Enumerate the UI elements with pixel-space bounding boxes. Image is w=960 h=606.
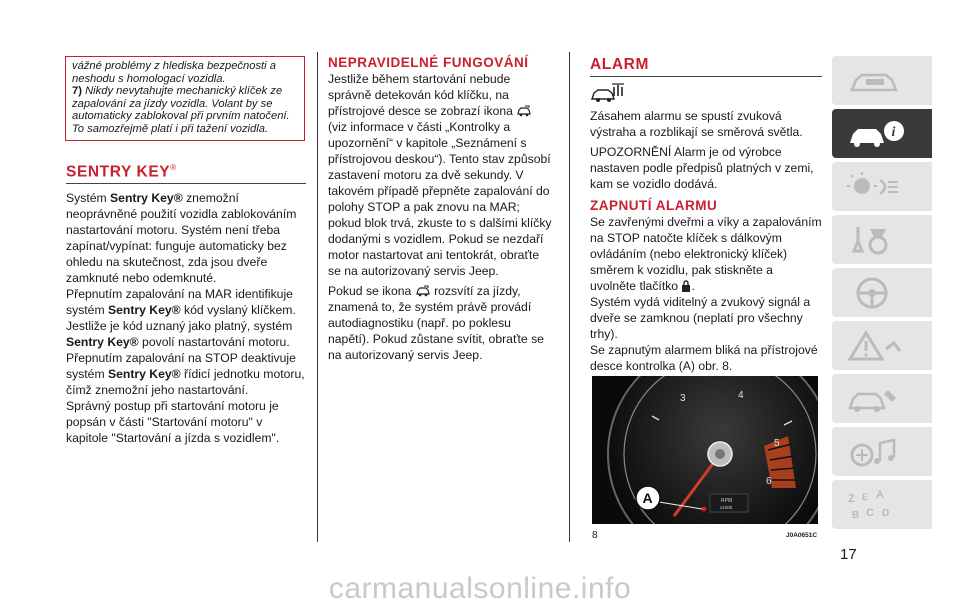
lock-icon (681, 280, 691, 292)
malfunction-heading: NEPRAVIDELNÉ FUNGOVÁNÍ (328, 55, 529, 70)
alarm-heading: ALARM (590, 56, 649, 73)
figure-code: J0A0651C (786, 532, 818, 539)
callout-label-a: A (642, 490, 653, 506)
warning-text-2 (72, 85, 298, 135)
column-divider-1 (317, 52, 318, 542)
alarm-paragraph-2: UPOZORNĚNÍ Alarm je od výrobce nastaven podle předpisů platných v zemi, kam se vozidlo dodává. (590, 145, 814, 191)
lights-icon (846, 170, 906, 204)
warning-number: 7) (72, 85, 82, 98)
tools-icon (846, 223, 906, 257)
alarm-car-icon (590, 83, 630, 103)
alarm-paragraph-5: Se zapnutým alarmem bliká na přístrojové desce kontrolka (A) obr. 8. (590, 343, 818, 373)
gauge-x1000-label: x1000 (720, 505, 733, 510)
warning-body: Nikdy nevytahujte mechanický klíček ze zapalování za jízdy vozidla. Volant by se automaticky zablokoval při prvním natočení. To samozřejmě platí i při tažení vozidla. (72, 85, 290, 135)
immobilizer-car-icon (415, 285, 431, 297)
alarm-paragraph-3: Se zavřenými dveřmi a víky a zapalováním na STOP natočte klíček s dálkovým ovládáním (nebo elektronický klíček) směrem k vozidlu, pak stiskněte a uvolněte tlačítko . (590, 215, 822, 293)
page-number: 17 (840, 546, 857, 563)
alarm-paragraph-4: Systém vydá viditelný a zvukový signál a dveře se zamknou (neplatí pro všechny trhy). (590, 295, 811, 341)
alarm-paragraph-1: Zásahem alarmu se spustí zvuková výstraha a rozblikají se směrová světla. (590, 109, 803, 139)
tab-lights[interactable] (832, 162, 932, 211)
section-heading-sentry (66, 163, 306, 184)
malfunction-paragraph-1: Jestliže během startování nebude správně detekován kód klíčku, na přístrojové desce se zobrazí ikona (viz informace v části „Kontrolky a upozornění“ v kapitole „Seznámení s přístrojovou deskou“). Tento stav způsobí zastavení motoru za dvě sekundy. V takovém případě přepněte zapalování do polohy STOP a pak znovu na MAR; pokud blok trvá, zkuste to s dalšími klíčky dodanými s vozidlem. Pokud se nezdaří motor nastartovat ani tentokrát, obraťte se na autorizovaný servis Jeep. (328, 72, 552, 278)
media-icon (846, 435, 906, 469)
cluster-illustration (592, 376, 818, 524)
column-sentry-key (66, 56, 306, 446)
sentry-paragraph-3: Přepnutím zapalování na STOP deaktivuje systém Sentry Key® řídicí jednotku motoru, čímž znemožní jeho nastartování. (66, 350, 305, 397)
chapter-sidebar (832, 56, 932, 533)
alarm-on-heading: ZAPNUTÍ ALARMU (590, 198, 718, 213)
tab-tools[interactable] (832, 215, 932, 264)
column-malfunction (328, 52, 554, 363)
warning-text-1: vážné problémy z hlediska bezpečnosti a neshodu s homologací vozidla. (72, 60, 276, 85)
car-dashboard-icon (846, 64, 906, 98)
warning-box (65, 56, 305, 141)
warning-triangle-icon (846, 329, 906, 363)
gauge-label-4: 4 (738, 390, 744, 401)
gauge-label-5: 5 (774, 438, 780, 449)
gauge-label-3: 3 (680, 393, 686, 404)
svg-text:B: B (852, 510, 860, 521)
tab-warnings[interactable] (832, 321, 932, 370)
column-divider-2 (569, 52, 570, 542)
sentry-key-heading: SENTRY KEY (66, 162, 171, 180)
column-alarm (590, 56, 822, 374)
tab-media[interactable] (832, 427, 932, 476)
sentry-paragraph-1: Systém Sentry Key® znemožní neoprávněné použití vozidla zablokováním nastartování motoru. Systém není třeba zapínat/vypínat: funguje automaticky bez ohledu na skutečnost, zda jsou dveře zamknuté nebo odemknuté. (66, 190, 297, 285)
svg-text:A: A (876, 489, 884, 501)
tab-car-info[interactable] (832, 109, 932, 158)
car-info-icon (846, 117, 906, 151)
svg-text:Z: Z (848, 493, 855, 505)
svg-text:C: C (866, 507, 874, 519)
alphabet-index-icon (846, 488, 906, 522)
immobilizer-car-icon (516, 105, 532, 117)
gauge-rpm-label: RPM (721, 498, 733, 504)
registered-mark: ® (170, 162, 177, 172)
tab-dashboard[interactable] (832, 56, 932, 105)
sentry-paragraph-4: Správný postup při startování motoru je popsán v části "Startování motoru" v kapitole "Startování a jízda s vozidlem". (66, 398, 280, 445)
watermark: carmanualsonline.info (328, 572, 632, 605)
tab-service[interactable] (832, 374, 932, 423)
gauge-label-6: 6 (766, 476, 772, 487)
car-service-icon (846, 382, 906, 416)
tab-steering[interactable] (832, 268, 932, 317)
svg-text:E: E (862, 492, 869, 502)
malfunction-paragraph-2: Pokud se ikona rozsvítí za jízdy, znamená to, že systém právě provádí autodiagnostiku (např. po poklesu napětí). Pokud zůstane svítit, obraťte se na autorizovaný servis Jeep. (328, 284, 544, 362)
svg-text:i: i (891, 125, 896, 140)
section-heading-alarm (590, 56, 822, 77)
svg-text:D: D (882, 508, 890, 519)
sentry-paragraph-2: Přepnutím zapalování na MAR identifikuje systém Sentry Key® kód vyslaný klíčkem. Jestliže je kód uznaný jako platný, systém Sentry Key® povolí nastartování motoru. (66, 286, 296, 349)
figure-number: 8 (592, 530, 598, 541)
tab-index[interactable] (832, 480, 932, 529)
figure-instrument-cluster (592, 376, 818, 524)
steering-wheel-icon (846, 276, 906, 310)
